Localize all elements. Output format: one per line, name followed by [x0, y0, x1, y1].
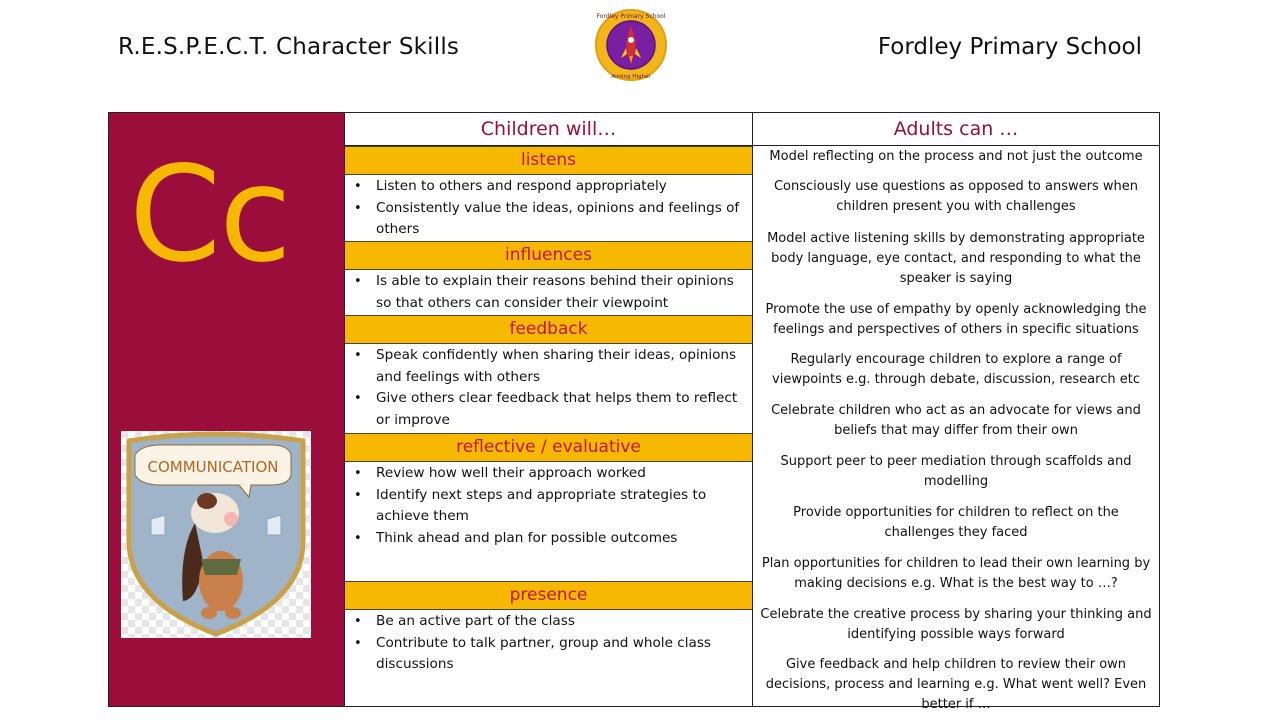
section-presence-title: presence	[345, 581, 752, 610]
page-title: R.E.S.P.E.C.T. Character Skills	[118, 34, 460, 60]
adult-item: Celebrate children who act as an advocate for views and beliefs that may differ from their own	[771, 403, 1141, 438]
children-column	[344, 113, 753, 706]
section-influences-title: influences	[345, 241, 752, 270]
adult-item: Give feedback and help children to review their own decisions, process and learning e.g. What went well? Even better if …	[765, 657, 1147, 712]
adult-item: Provide opportunities for children to reflect on the challenges they faced	[793, 505, 1119, 540]
communication-badge-image	[121, 431, 311, 638]
list-item: • Be an active part of the class	[376, 611, 744, 633]
section-feedback-title: feedback	[345, 315, 752, 344]
side-panel	[109, 113, 344, 706]
adult-item: Model active listening skills by demonstrating appropriate body language, eye contact, and responding to what the speaker is saying	[767, 231, 1145, 286]
logo-bottom-text: Aiming Higher	[611, 74, 651, 80]
list-item: • Review how well their approach worked	[376, 463, 744, 485]
section-influences-list	[345, 271, 752, 314]
logo-top-text: Fordley Primary School	[596, 13, 666, 20]
section-feedback-list	[345, 345, 752, 431]
list-item: • Listen to others and respond appropriately	[376, 176, 744, 198]
section-reflective-title: reflective / evaluative	[345, 433, 752, 462]
children-heading: Children will…	[345, 113, 752, 146]
adults-column	[753, 113, 1159, 712]
adult-item: Regularly encourage children to explore a range of viewpoints e.g. through debate, discussion, research etc	[772, 352, 1140, 387]
list-item: • Is able to explain their reasons behind their opinions so that others can consider their viewpoint	[376, 271, 744, 314]
badge-label: COMMUNICATION	[147, 458, 279, 476]
section-listens-list	[345, 176, 752, 241]
section-reflective-list	[345, 463, 752, 549]
section-presence-list	[345, 611, 752, 676]
skills-sheet	[108, 112, 1160, 712]
adult-item: Promote the use of empathy by openly acknowledging the feelings and perspectives of others in specific situations	[765, 302, 1147, 337]
section-listens-title: listens	[345, 146, 752, 175]
list-item: • Give others clear feedback that helps them to reflect or improve	[376, 388, 744, 431]
list-item: • Contribute to talk partner, group and whole class discussions	[376, 633, 744, 676]
adult-item: Celebrate the creative process by sharing your thinking and identifying possible ways forward	[760, 607, 1152, 642]
adult-item: Model reflecting on the process and not just the outcome	[769, 149, 1143, 164]
school-name: Fordley Primary School	[877, 34, 1142, 60]
adults-heading: Adults can …	[753, 113, 1159, 146]
adult-item: Plan opportunities for children to lead their own learning by making decisions e.g. What is the best way to …?	[761, 556, 1151, 591]
list-item: • Think ahead and plan for possible outcomes	[376, 528, 744, 550]
adult-item: Support peer to peer mediation through scaffolds and modelling	[780, 454, 1132, 489]
adult-item: Consciously use questions as opposed to answers when children present you with challenges	[773, 179, 1138, 214]
list-item: • Identify next steps and appropriate strategies to achieve them	[376, 485, 744, 528]
list-item: • Consistently value the ideas, opinions and feelings of others	[376, 198, 744, 241]
school-logo	[594, 8, 668, 82]
skill-letters: Cc	[129, 138, 290, 292]
list-item: • Speak confidently when sharing their ideas, opinions and feelings with others	[376, 345, 744, 388]
